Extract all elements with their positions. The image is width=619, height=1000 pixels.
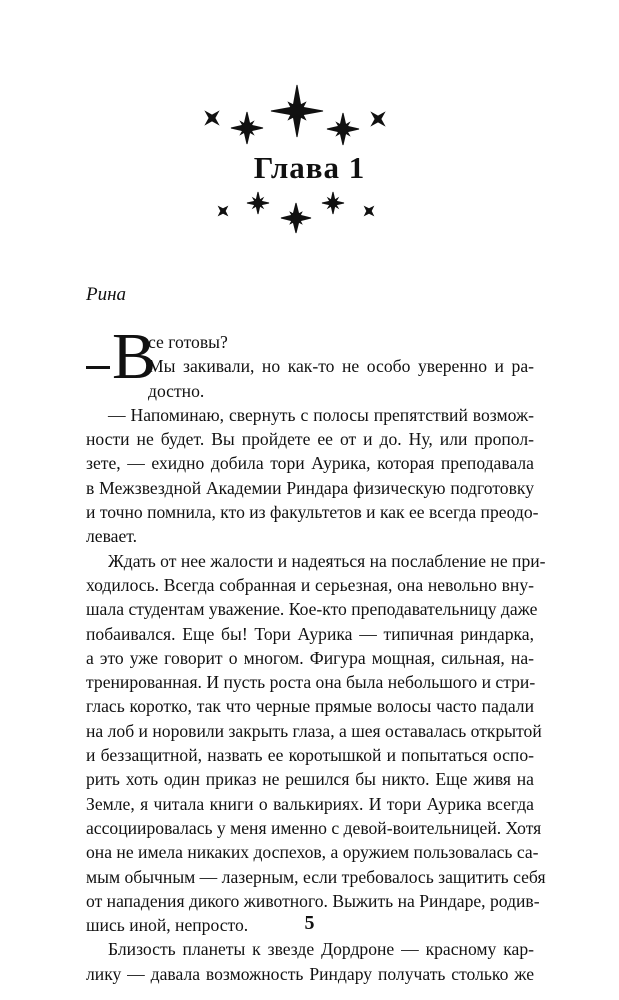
dialogue-dash	[86, 366, 110, 369]
text-line: тренированная. И пусть роста она была небольшого и стри-	[86, 672, 536, 693]
stars-ornament-icon	[0, 0, 619, 260]
text-line: левает.	[86, 526, 138, 547]
text-line: лику — давала возможность Риндару получать столько же	[86, 963, 534, 984]
star-icon	[327, 113, 359, 145]
text-line: ности не будет. Вы пройдете ее от и до. Ну, или пропол-	[86, 429, 534, 450]
text-line: ассоциировалась у меня именно с девой-воительницей. Хотя	[86, 817, 542, 838]
star-icon	[361, 203, 378, 220]
text-line: Мы закивали, но как-то не особо уверенно и ра-	[148, 356, 534, 377]
text-line: — Напоминаю, свернуть с полосы препятствий возмож-	[108, 404, 534, 425]
text-line: и беззащитной, назвать ее коротышкой и попытаться оспо-	[86, 745, 534, 766]
star-icon	[281, 203, 311, 233]
star-icon	[247, 192, 269, 214]
star-icon	[322, 192, 344, 214]
text-line: Ждать от нее жалости и надеяться на послабление не при-	[108, 550, 546, 571]
text-line: а это уже говорит о многом. Фигура мощная, сильная, на-	[86, 647, 534, 668]
text-lines	[86, 330, 546, 986]
text-line: достно.	[148, 380, 205, 401]
text-line: шала студентам уважение. Кое-кто преподавательницу даже	[86, 599, 538, 620]
body-text	[86, 320, 546, 986]
text-line: от нападения дикого животного. Выжить на Риндаре, родив-	[86, 890, 540, 911]
star-icon	[199, 105, 224, 130]
text-line: Близость планеты к звезде Дордроне — красному кар-	[108, 939, 534, 960]
text-line: мым обычным — лазерным, если требовалось защитить себя	[86, 866, 546, 887]
text-line: и точно помнила, кто из факультетов и как ее всегда преодо-	[86, 502, 539, 523]
pov-character-name: Рина	[86, 284, 127, 305]
text-line: Земле, я читала книги о валькириях. И тори Аурика всегда	[86, 793, 534, 814]
star-icon	[365, 106, 390, 131]
text-line: рить хоть один приказ не решился бы никто. Еще живя на	[86, 769, 534, 790]
chapter-title: Глава 1	[253, 150, 366, 185]
text-line: се готовы?	[148, 332, 228, 352]
text-line: ходилось. Всегда собранная и серьезная, она невольно вну-	[86, 574, 534, 595]
text-line: на лоб и норовили закрыть глаза, а шея оставалась открытой	[86, 720, 542, 741]
text-line: зете, — ехидно добила тори Аурика, которая преподавала	[86, 453, 534, 474]
drop-cap: В	[112, 320, 157, 393]
star-icon	[231, 112, 263, 144]
text-line: в Межзвездной Академии Риндара физическую подготовку	[86, 477, 534, 498]
star-icon	[271, 85, 323, 137]
page-number: 5	[304, 912, 315, 934]
text-line: побаивался. Еще бы! Тори Аурика — типичная риндарка,	[86, 623, 534, 644]
text-line: шись иной, непросто.	[86, 915, 249, 936]
star-icon	[215, 203, 232, 220]
text-line: глась коротко, так что черные прямые волосы часто падали	[86, 696, 534, 717]
text-line: она не имела никаких доспехов, а оружием пользовалась са-	[86, 842, 539, 863]
